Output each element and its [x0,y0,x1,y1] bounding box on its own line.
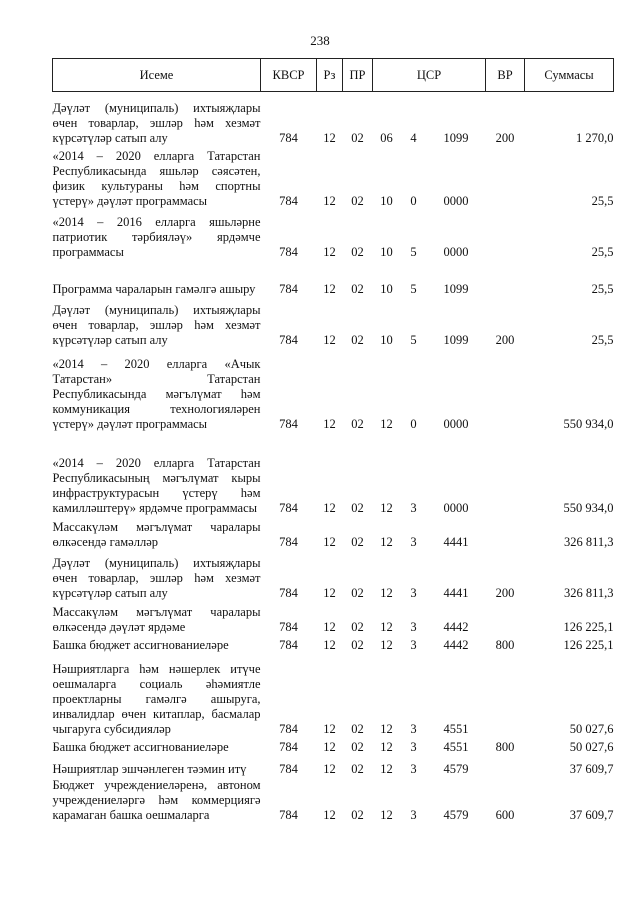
row-csr-code: 4579 [443,761,469,776]
row-csr-subprogram: 3 [410,807,417,822]
row-csr-code: 0000 [443,500,469,515]
row-csr-subprogram: 5 [410,244,417,259]
row-csr-program: 12 [380,585,393,600]
table-row [53,516,614,550]
row-sum: 126 225,1 [563,637,614,652]
row-csr-subprogram: 3 [410,500,417,515]
row-rz: 12 [323,721,336,736]
row-kvsr: 784 [279,534,298,549]
row-name: «2014 – 2020 елларга Татарстан Республикасында яшьләр сәясәтен, физик культураны һәм спортны үстерү» дәүләт программасы [52,148,261,208]
row-rz: 12 [323,416,336,431]
row-csr-subprogram: 3 [410,739,417,754]
table-row [53,209,614,260]
row-pr: 02 [351,619,364,634]
row-vr [486,260,525,297]
table-row [53,92,614,146]
row-pr: 02 [351,585,364,600]
page-number: 238 [310,33,330,48]
row-csr-code: 0000 [443,193,469,208]
row-rz: 12 [323,619,336,634]
row-rz: 12 [323,244,336,259]
budget-table [52,58,614,823]
row-csr-program: 12 [380,637,393,652]
row-vr [486,601,525,635]
row-csr-program: 10 [380,244,393,259]
row-csr-program: 12 [380,721,393,736]
table-row [53,755,614,777]
row-kvsr: 784 [279,332,298,347]
row-kvsr: 784 [279,761,298,776]
row-csr-subprogram: 5 [410,332,417,347]
row-pr: 02 [351,739,364,754]
row-rz: 12 [323,130,336,145]
row-csr-program: 10 [380,193,393,208]
row-kvsr: 784 [279,807,298,822]
row-csr-program: 12 [380,534,393,549]
row-sum: 37 609,7 [569,807,614,822]
row-pr: 02 [351,807,364,822]
row-pr: 02 [351,193,364,208]
row-pr: 02 [351,332,364,347]
row-csr-code: 4441 [443,585,469,600]
row-vr [486,348,525,432]
row-csr-program: 06 [380,130,393,145]
row-vr: 800 [495,739,515,754]
row-vr [486,755,525,777]
row-rz: 12 [323,281,336,296]
header-rz: Рз [317,59,343,92]
row-name: Дәүләт (муниципаль) ихтыяҗлары өчен товарлар, эшләр һәм хезмәт күрсәтүләр сатып алу [52,100,261,145]
row-csr-code: 1099 [443,332,469,347]
row-pr: 02 [351,281,364,296]
row-vr [486,209,525,260]
row-vr [486,432,525,516]
row-csr-subprogram: 5 [410,281,417,296]
row-csr-subprogram: 4 [410,130,417,145]
row-sum: 326 811,3 [563,534,614,549]
header-pr: ПР [343,59,373,92]
row-csr-code: 4551 [443,721,469,736]
row-rz: 12 [323,193,336,208]
row-pr: 02 [351,244,364,259]
row-csr-program: 12 [380,416,393,431]
row-sum: 550 934,0 [563,500,614,515]
table-row [53,737,614,755]
row-csr-program: 10 [380,332,393,347]
row-csr-code: 1099 [443,281,469,296]
row-vr [486,653,525,737]
row-name: Массакүләм мәгълүмат чаралары өлкәсендә дәүләт ярдәме [52,604,261,634]
row-name: Дәүләт (муниципаль) ихтыяҗлары өчен товарлар, эшләр һәм хезмәт күрсәтүләр сатып алу [52,302,261,347]
row-name: Бюджет учреждениеләренә, автоном учреждениеләргә һәм коммерциягә карамаган башка оешмаларга [52,777,261,822]
row-pr: 02 [351,500,364,515]
row-csr-program: 12 [380,500,393,515]
row-rz: 12 [323,739,336,754]
table-row [53,653,614,737]
row-pr: 02 [351,761,364,776]
row-csr-code: 4442 [443,619,469,634]
row-kvsr: 784 [279,193,298,208]
row-vr [486,146,525,209]
row-kvsr: 784 [279,619,298,634]
row-kvsr: 784 [279,281,298,296]
row-name: Дәүләт (муниципаль) ихтыяҗлары өчен товарлар, эшләр һәм хезмәт күрсәтүләр сатып алу [52,555,261,600]
row-csr-code: 4551 [443,739,469,754]
row-sum: 1 270,0 [576,130,614,145]
row-pr: 02 [351,721,364,736]
row-csr-code: 4441 [443,534,469,549]
row-kvsr: 784 [279,637,298,652]
row-name: «2014 – 2016 елларга яшьләрне патриотик тәрбияләү» ярдәмче программасы [52,214,261,259]
table-row [53,260,614,297]
row-vr: 200 [495,130,515,145]
row-rz: 12 [323,534,336,549]
row-name: Башка бюджет ассигнованиеләре [52,637,229,652]
table-row [53,550,614,601]
row-name: «2014 – 2020 елларга Татарстан Республикасының мәгълүмат кыры инфраструктурасын үстерү һәм камилләштерү» ярдәмче программасы [52,455,261,515]
row-csr-subprogram: 0 [410,416,417,431]
row-csr-subprogram: 3 [410,534,417,549]
header-name: Исеме [53,59,261,92]
table-row [53,348,614,432]
row-csr-program: 12 [380,619,393,634]
row-csr-code: 0000 [443,244,469,259]
row-pr: 02 [351,416,364,431]
row-pr: 02 [351,534,364,549]
row-name: «2014 – 2020 елларга «Ачык Татарстан» Татарстан Республикасында мәгълүмат һәм коммуникация технологияләрен үстерү» дәүләт программасы [52,356,261,431]
row-csr-program: 12 [380,739,393,754]
row-pr: 02 [351,637,364,652]
row-sum: 50 027,6 [569,721,614,736]
row-kvsr: 784 [279,739,298,754]
table-row [53,432,614,516]
row-kvsr: 784 [279,500,298,515]
row-kvsr: 784 [279,416,298,431]
row-csr-program: 10 [380,281,393,296]
table-row [53,777,614,823]
row-name: Башка бюджет ассигнованиеләре [52,739,229,754]
row-csr-subprogram: 3 [410,619,417,634]
row-csr-program: 12 [380,807,393,822]
row-name: Нәшриятлар эшчәнлеген тәэмин итү [52,761,247,776]
row-rz: 12 [323,637,336,652]
row-kvsr: 784 [279,244,298,259]
table-row [53,146,614,209]
header-csr: ЦСР [373,59,486,92]
row-sum: 126 225,1 [563,619,614,634]
row-sum: 25,5 [591,193,614,208]
table-row [53,601,614,635]
row-sum: 25,5 [591,281,614,296]
row-kvsr: 784 [279,130,298,145]
row-rz: 12 [323,807,336,822]
row-sum: 326 811,3 [563,585,614,600]
row-rz: 12 [323,585,336,600]
row-csr-subprogram: 3 [410,721,417,736]
row-sum: 550 934,0 [563,416,614,431]
row-pr: 02 [351,130,364,145]
row-rz: 12 [323,332,336,347]
row-vr: 200 [495,585,515,600]
row-sum: 37 609,7 [569,761,614,776]
row-csr-code: 0000 [443,416,469,431]
row-sum: 25,5 [591,244,614,259]
header-kvsr: КВСР [261,59,317,92]
row-csr-subprogram: 3 [410,585,417,600]
row-sum: 25,5 [591,332,614,347]
row-kvsr: 784 [279,585,298,600]
row-vr [486,516,525,550]
row-csr-code: 4579 [443,807,469,822]
row-vr: 600 [495,807,515,822]
row-sum: 50 027,6 [569,739,614,754]
row-kvsr: 784 [279,721,298,736]
row-rz: 12 [323,761,336,776]
header-sum: Суммасы [525,59,614,92]
header-vr: ВР [486,59,525,92]
row-csr-code: 1099 [443,130,469,145]
table-row [53,297,614,348]
table-row [53,635,614,653]
row-csr-subprogram: 3 [410,761,417,776]
row-name: Программа чараларын гамәлгә ашыру [52,281,256,296]
row-csr-subprogram: 3 [410,637,417,652]
header-row [53,59,614,92]
row-csr-program: 12 [380,761,393,776]
table-body [53,92,614,823]
row-name: Массакүләм мәгълүмат чаралары өлкәсендә гамәлләр [52,519,261,549]
row-vr: 800 [495,637,515,652]
row-csr-code: 4442 [443,637,469,652]
row-vr: 200 [495,332,515,347]
row-name: Нәшриятларга һәм нәшерлек итүче оешмаларга социаль әһәмиятле проектларны гамәлгә ашыруга, инвалидлар өчен китаплар, басмалар чыгаруга субсидияләр [52,661,261,736]
row-rz: 12 [323,500,336,515]
row-csr-subprogram: 0 [410,193,417,208]
